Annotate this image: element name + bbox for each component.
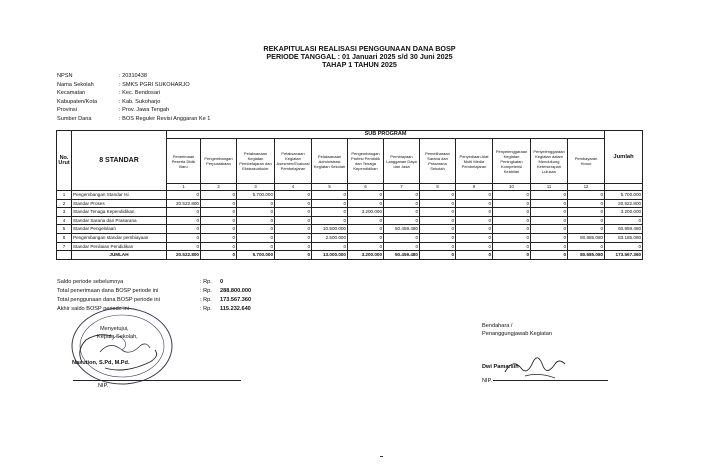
row-number: 3 [57,208,72,217]
summary-row [57,287,251,296]
row-number: 1 [57,191,72,200]
report-period: PERIODE TANGGAL : 01 Januari 2025 s/d 30 Juni 2025 [266,52,453,61]
total-cell: 20.522.800 [167,251,201,260]
info-row [57,89,210,98]
value-cell: 0 [568,208,605,217]
total-cell: 0 [420,251,456,260]
treasurer-title-1: Bendahara / [482,323,513,329]
value-cell: 0 [568,199,605,208]
value-cell: 0 [384,199,420,208]
report-title: REKAPITULASI REALISASI PENGGUNAAN DANA BOSP [263,44,456,53]
info-value: : Kab. Sukoharjo [119,98,161,105]
column-number: 6 [348,184,384,191]
column-number: 3 [237,184,275,191]
row-total: 0 [605,242,643,251]
table-row [57,208,643,217]
summary-label: Total penggunaan dana BOSP periode ini [57,297,160,303]
summary-currency: : Rp. [200,297,212,303]
signature-line-left [73,380,241,381]
summary-value: 115.232.640 [220,306,251,312]
summary-label: Saldo periode sebelumnya [57,279,124,285]
value-cell: 0 [275,233,312,242]
value-cell: 0 [312,199,348,208]
info-value: : 20310438 [119,73,147,79]
row-total: 20.522.800 [605,199,643,208]
value-cell: 0 [201,233,237,242]
value-cell: 0 [167,225,201,234]
value-cell: 0 [493,216,531,225]
standard-name: Standar Penilaian Pendidikan [72,242,167,251]
summary-currency: : Rp. [200,279,212,285]
info-value: : SMKS PGRI SUKOHARJO [119,81,190,88]
info-label: Kecamatan [57,90,86,97]
sub-program-header: Penerimaan Peserta Didik Baru [167,139,201,184]
row-total: 83.185.080 [605,233,643,242]
sub-program-header: Pemeliharaan Sarana dan Prasarana Sekolah [420,139,456,184]
table-row [57,233,643,242]
value-cell: 0 [568,216,605,225]
total-cell: 80.685.080 [568,251,605,260]
value-cell: 3.200.000 [348,208,384,217]
summary-value: 0 [220,279,224,285]
value-cell: 0 [531,199,568,208]
value-cell: 0 [201,216,237,225]
info-row [57,115,210,124]
value-cell: 0 [275,242,312,251]
column-number: 2 [201,184,237,191]
row-total: 5.700.000 [605,191,643,200]
total-cell: 0 [493,251,531,260]
row-total: 3.200.000 [605,208,643,217]
value-cell: 0 [531,242,568,251]
value-cell: 50.459.480 [384,225,420,234]
value-cell: 0 [348,191,384,200]
total-label: JUMLAH [72,251,167,260]
value-cell: 0 [275,216,312,225]
value-cell: 10.500.000 [312,225,348,234]
value-cell: 0 [348,242,384,251]
row-number: 5 [57,225,72,234]
value-cell: 0 [493,242,531,251]
value-cell: 0 [312,216,348,225]
value-cell: 0 [348,225,384,234]
value-cell: 0 [312,208,348,217]
standard-name: Standar Pengelolaan [72,225,167,234]
value-cell: 0 [420,225,456,234]
value-cell: 0 [384,208,420,217]
total-cell: 0 [275,251,312,260]
value-cell: 0 [201,242,237,251]
value-cell: 0 [456,208,493,217]
value-cell: 0 [237,199,275,208]
total-cell: 0 [531,251,568,260]
summary-currency: : Rp. [200,288,212,294]
sub-program-header: Pembiayaan Langganan Daya dan Jasa [384,139,420,184]
value-cell: 0 [568,242,605,251]
sub-program-header: Pelaksanaan Kegiatan Pembelajaran dan Ekstrakurikuler [237,139,275,184]
value-cell: 0 [531,208,568,217]
info-row [57,72,210,81]
sub-program-header: Penyediaan Alat Multi Media Pembelajaran [456,139,493,184]
school-stamp [60,300,180,390]
value-cell: 0 [456,216,493,225]
row-number: 6 [57,233,72,242]
info-row [57,81,210,90]
value-cell: 0 [493,225,531,234]
value-cell: 0 [568,225,605,234]
value-cell: 0 [384,191,420,200]
sub-program-header: Pengembangan Perpustakaan [201,139,237,184]
treasurer-nip: NIP. [482,378,493,384]
approve-label: Menyetujui, [100,326,129,332]
row-number: 2 [57,199,72,208]
column-number: 12 [568,184,605,191]
summary-label: Akhir saldo BOSP periode ini [57,306,130,312]
standard-name: Standar Proses [72,199,167,208]
value-cell: 0 [493,191,531,200]
value-cell: 0 [275,199,312,208]
summary-value: 173.567.360 [220,297,252,303]
info-value: : BOS Reguler Revisi Anggaran Ke 1 [119,115,211,122]
column-number: 8 [420,184,456,191]
column-number: 4 [275,184,312,191]
info-label: Sumber Dana [57,115,92,122]
row-number: 7 [57,242,72,251]
value-cell: 0 [456,199,493,208]
value-cell: 0 [275,191,312,200]
total-row [57,251,643,260]
value-cell: 0 [312,191,348,200]
value-cell: 0 [531,216,568,225]
value-cell: 0 [456,233,493,242]
standard-name: Pengembangan standar pembiayaan [72,233,167,242]
principal-name: Nasution, S.Pd, M.Pd. [72,360,130,366]
value-cell: 0 [456,191,493,200]
value-cell: 5.700.000 [237,191,275,200]
treasurer-title-2: Penanggungjawab Kegiatan [482,331,552,337]
value-cell: 0 [420,216,456,225]
value-cell: 0 [237,216,275,225]
principal-nip: NIP. [98,383,109,389]
column-number: 5 [312,184,348,191]
value-cell: 0 [275,208,312,217]
total-cell: 3.200.000 [348,251,384,260]
value-cell: 0 [167,191,201,200]
value-cell: 0 [201,208,237,217]
sub-program-header: Pelaksanaan Kegiatan Asesmen/Evaluasi Pembelajaran [275,139,312,184]
column-number: 9 [456,184,493,191]
standard-name: Standar Tenaga Kependidikan [72,208,167,217]
value-cell: 0 [420,233,456,242]
value-cell: 0 [420,191,456,200]
recap-table [56,130,643,260]
column-number: 1 [167,184,201,191]
row-total: 0 [605,216,643,225]
school-info [57,72,210,124]
value-cell: 0 [420,199,456,208]
summary-value: 288.800.000 [220,288,252,294]
header-no: No. Urut [57,131,72,191]
value-cell: 0 [167,216,201,225]
value-cell: 0 [420,242,456,251]
grand-total: 173.567.360 [605,251,643,260]
sub-program-header: Pelaksanaan Administrasi Kegiatan Sekolah [312,139,348,184]
standard-name: Standar Sarana dan Prasarana [72,216,167,225]
value-cell: 0 [167,208,201,217]
sub-program-header: Penyelenggaraan Kegiatan dalam Mendukung Keterserapan Lulusan [531,139,568,184]
table-row [57,191,643,200]
column-number-empty [605,184,643,191]
sub-program-header: Pembayaran Honor [568,139,605,184]
column-number: 11 [531,184,568,191]
page-mark [380,456,383,457]
value-cell: 2.500.000 [312,233,348,242]
value-cell: 0 [384,233,420,242]
header-standar: 8 STANDAR [72,131,167,191]
sub-program-header: Pengembangan Profesi Pendidik dan Tenaga Kependidikan [348,139,384,184]
value-cell: 0 [493,199,531,208]
value-cell: 0 [531,225,568,234]
info-label: Provinsi [57,107,77,114]
table-row [57,216,643,225]
value-cell: 0 [348,216,384,225]
value-cell: 0 [456,242,493,251]
value-cell: 0 [531,191,568,200]
value-cell: 0 [237,242,275,251]
standard-name: Pengembangan Standar Isi [72,191,167,200]
table-row [57,242,643,251]
summary-row [57,278,251,287]
table-row [57,199,643,208]
value-cell: 0 [237,233,275,242]
value-cell: 0 [384,242,420,251]
value-cell: 80.685.080 [568,233,605,242]
value-cell: 0 [201,191,237,200]
value-cell: 0 [201,199,237,208]
value-cell: 0 [568,191,605,200]
value-cell: 0 [275,225,312,234]
value-cell: 0 [493,208,531,217]
value-cell: 0 [237,208,275,217]
info-label: Nama Sekolah [57,81,94,88]
value-cell: 0 [456,225,493,234]
total-cell: 13.000.000 [312,251,348,260]
value-cell: 0 [201,225,237,234]
total-cell: 5.700.000 [237,251,275,260]
row-total: 60.959.480 [605,225,643,234]
total-cell: 50.459.480 [384,251,420,260]
row-number: 4 [57,216,72,225]
treasurer-name: Dwi Pamarsih [482,364,519,370]
total-empty [57,251,72,260]
value-cell: 0 [237,225,275,234]
value-cell: 0 [348,233,384,242]
treasurer-signature [500,352,570,382]
value-cell: 0 [531,233,568,242]
column-number: 10 [493,184,531,191]
report-stage: TAHAP 1 TAHUN 2025 [322,60,397,69]
sub-program-header: Penyelenggaraan Kegiatan Peningkatan Kompetensi Keahlian [493,139,531,184]
summary-currency: : Rp. [200,306,212,312]
header-sub-program: SUB PROGRAM [167,131,605,139]
info-label: Kabupaten/Kota [57,98,98,105]
summary-label: Total penerimaan dana BOSP periode ini [57,288,159,294]
info-label: NPSN [57,73,73,79]
info-row [57,106,210,115]
info-value: : Prov. Jawa Tengah [119,107,170,114]
value-cell: 20.522.800 [167,199,201,208]
value-cell: 0 [167,233,201,242]
total-cell: 0 [201,251,237,260]
principal-title: Kepala Sekolah, [97,334,138,340]
total-cell: 0 [456,251,493,260]
header-jumlah: Jumlah [605,131,643,184]
info-value: : Kec. Bendosari [119,90,161,97]
value-cell: 0 [167,242,201,251]
column-number: 7 [384,184,420,191]
value-cell: 0 [348,199,384,208]
table-row [57,225,643,234]
value-cell: 0 [384,216,420,225]
value-cell: 0 [493,233,531,242]
info-row [57,98,210,107]
value-cell: 0 [420,208,456,217]
value-cell: 0 [312,242,348,251]
